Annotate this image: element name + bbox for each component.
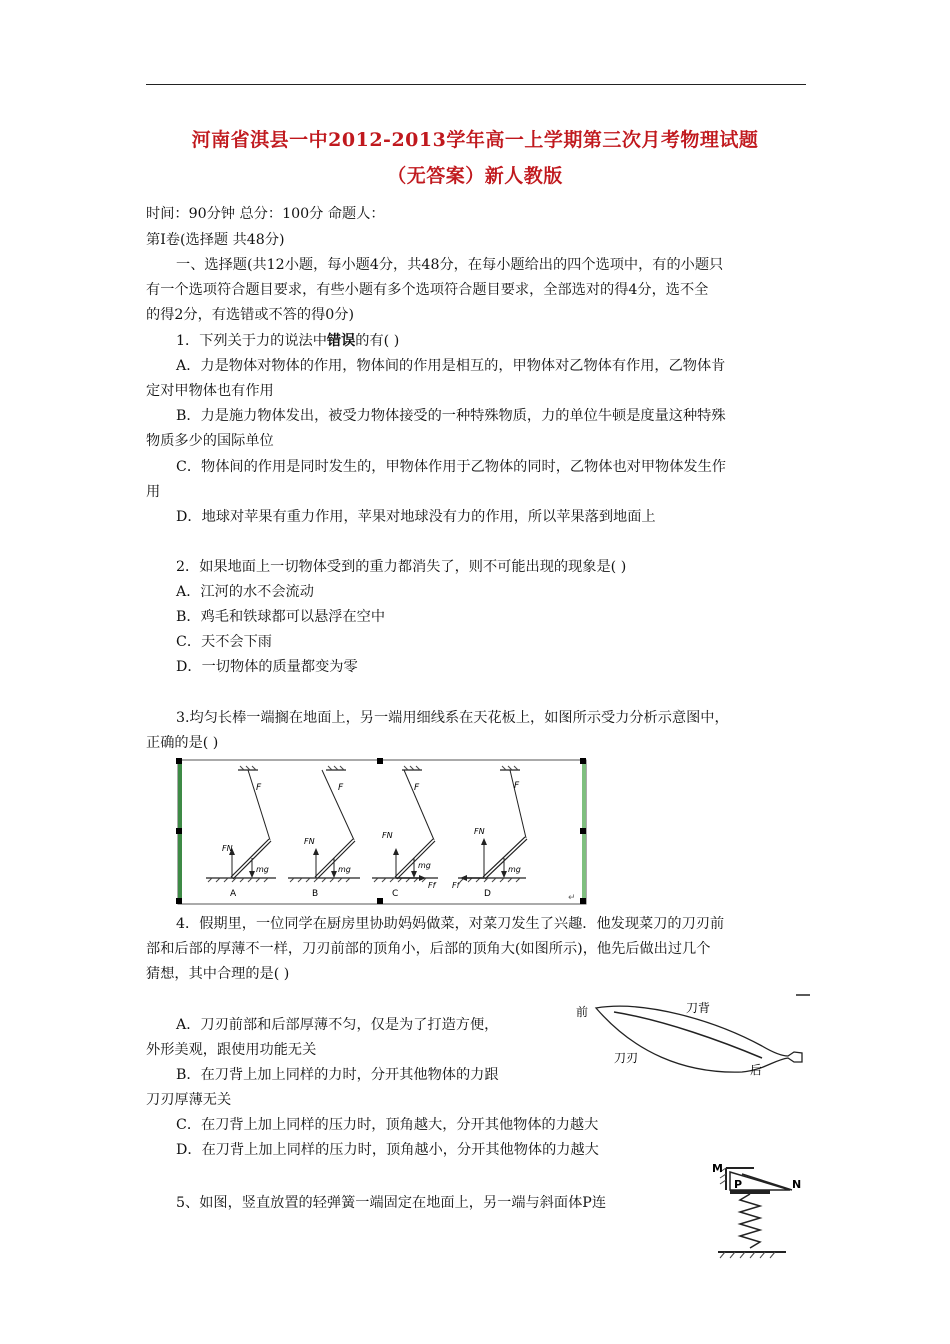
resize-handle [176, 898, 182, 904]
q2-option-c: C．天不会下雨 [176, 634, 272, 650]
resize-handle [176, 828, 182, 834]
label-fn: FN [382, 831, 393, 840]
q1-option-b-cont: 物质多少的国际单位 [146, 433, 274, 449]
label-fn: FN [474, 827, 485, 836]
section-heading: 第Ⅰ卷(选择题 共48分) [146, 232, 285, 248]
q4-option-b-cont: 刀刃厚薄无关 [146, 1092, 232, 1108]
q1-option-c: C．物体间的作用是同时发生的，甲物体作用于乙物体的同时，乙物体也对甲物体发生作 [176, 459, 726, 475]
spring [740, 1194, 760, 1248]
doc-title-line1: 河南省淇县一中2012-2013学年高一上学期第三次月考物理试题 [191, 129, 759, 151]
q4-option-d: D．在刀背上加上同样的压力时，顶角越小，分开其他物体的力越大 [176, 1142, 599, 1158]
q4-option-b: B．在刀背上加上同样的力时，分开其他物体的力跟 [176, 1067, 499, 1083]
label-m: M [712, 1162, 723, 1175]
label-mg: mg [418, 861, 431, 870]
q1-stem-pre: 1．下列关于力的说法中 [176, 333, 327, 349]
q4-option-a-cont: 外形美观，跟使用功能无关 [146, 1042, 317, 1058]
panel-c [372, 766, 438, 899]
label-fn: FN [304, 837, 315, 846]
resize-handle [580, 828, 586, 834]
q1-option-a-cont: 定对甲物体也有作用 [146, 383, 274, 399]
q5-stem: 5、如图，竖直放置的轻弹簧一端固定在地面上，另一端与斜面体P连 [176, 1195, 607, 1211]
instructions-line: 一、选择题(共12小题，每小题4分，共48分，在每小题给出的四个选项中，有的小题只 [176, 257, 724, 273]
q3-stem: 3.均匀长棒一端搁在地面上，另一端用细线系在天花板上，如图所示受力分析示意图中， [176, 710, 729, 726]
q3-stem-cont: 正确的是( ) [146, 735, 219, 751]
knife-label-spine: 刀背 [686, 1001, 711, 1015]
q3-force-diagram [176, 758, 590, 908]
panel-label-c: C [392, 889, 399, 899]
exam-meta: 时间：90分钟 总分：100分 命题人： [146, 206, 385, 222]
label-mg: mg [338, 865, 351, 874]
label-f: F [256, 783, 262, 793]
label-f: F [338, 783, 344, 793]
q4-stem-cont: 猜想，其中合理的是( ) [146, 966, 290, 982]
resize-handle [377, 898, 383, 904]
resize-handle [580, 758, 586, 764]
label-fn: FN [222, 844, 233, 853]
label-mg: mg [508, 865, 521, 874]
panel-label-a: A [230, 889, 237, 899]
panel-d [452, 766, 526, 899]
instructions-line: 有一个选项符合题目要求，有些小题有多个选项符合题目要求，全部选对的得4分，选不全 [146, 282, 709, 298]
label-f: F [514, 781, 520, 791]
panel-label-d: D [484, 889, 491, 899]
label-n: N [792, 1178, 802, 1191]
label-p: P [734, 1178, 743, 1191]
q4-knife-figure [574, 990, 814, 1080]
q1-option-d: D．地球对苹果有重力作用，苹果对地球没有力的作用，所以苹果落到地面上 [176, 509, 656, 525]
q4-option-a: A．刀刃前部和后部厚薄不匀，仅是为了打造方便， [176, 1017, 499, 1033]
q4-stem-cont: 部和后部的厚薄不一样，刀刃前部的顶角小，后部的顶角大(如图所示)，他先后做出过几个 [146, 941, 711, 957]
q5-spring-figure [712, 1160, 812, 1270]
string [248, 770, 270, 840]
q4-stem: 4．假期里，一位同学在厨房里协助妈妈做菜，对菜刀发生了兴趣．他发现菜刀的刀刃前 [176, 916, 725, 932]
label-mg: mg [256, 865, 269, 874]
q2-stem: 2．如果地面上一切物体受到的重力都消失了，则不可能出现的现象是( ) [176, 559, 627, 575]
q1-stem-emphasis: 错误 [326, 333, 356, 349]
panel-label-b: B [312, 889, 319, 899]
resize-handle [580, 898, 586, 904]
string [322, 770, 354, 840]
q2-option-a: A．江河的水不会流动 [176, 584, 314, 600]
label-ff: Ff [428, 881, 436, 890]
panel-b [288, 766, 360, 899]
string [404, 770, 434, 840]
instructions-line: 的得2分，有选错或不答的得0分) [146, 307, 355, 323]
q1-option-c-cont: 用 [146, 484, 161, 500]
knife-label-rear: 后 [750, 1063, 763, 1077]
header-rule [146, 84, 806, 85]
q1-option-a: A．力是物体对物体的作用，物体间的作用是相互的，甲物体对乙物体有作用，乙物体肯 [176, 358, 726, 374]
knife-label-front: 前 [576, 1005, 589, 1019]
label-f: F [414, 783, 420, 793]
label-ff: Ff [452, 881, 460, 890]
panel-a [206, 766, 276, 899]
resize-handle [377, 758, 383, 764]
q4-option-c: C．在刀背上加上同样的压力时，顶角越大，分开其他物体的力越大 [176, 1117, 599, 1133]
q2-option-b: B．鸡毛和铁球都可以悬浮在空中 [176, 609, 386, 625]
knife-label-edge: 刀刃 [614, 1051, 639, 1065]
q1-option-b: B．力是施力物体发出，被受力物体接受的一种特殊物质，力的单位牛顿是度量这种特殊 [176, 408, 726, 424]
resize-handle [176, 758, 182, 764]
q1-stem-post: 的有( ) [355, 333, 400, 349]
doc-title-line2: （无答案）新人教版 [387, 165, 563, 187]
q1-stem [176, 331, 399, 351]
return-mark: ↵ [568, 893, 576, 903]
q2-option-d: D．一切物体的质量都变为零 [176, 659, 358, 675]
